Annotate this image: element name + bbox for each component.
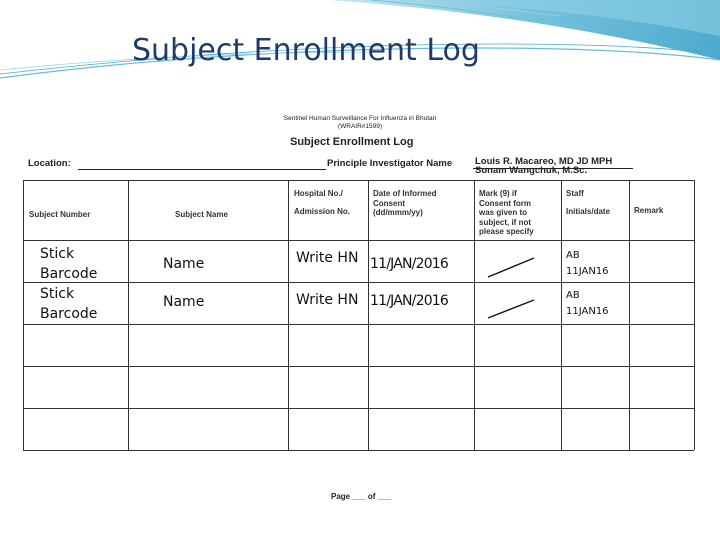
row-1-barcode: Stick Barcode [40,246,98,282]
pi-name-1: Louis R. Macareo, MD JD MPH [475,156,613,167]
col-header-hospital-no: Hospital No./ [294,189,343,198]
col-header-remark: Remark [634,206,664,215]
slide-title: Subject Enrollment Log [132,33,480,68]
table-line [23,180,694,181]
table-line [23,240,694,241]
document-title: Subject Enrollment Log [290,136,414,148]
row-1-hospital-no: Write HN [296,250,359,266]
table-line [23,408,694,409]
row-2-consent-date: 11/JAN/2016 [370,293,449,309]
row-1-consent-mark [488,258,534,277]
row-2-hospital-no: Write HN [296,292,359,308]
col-header-mark-consent: Mark (9) if Consent form was given to subject, if not please specify [479,189,534,236]
location-label: Location: [28,158,71,169]
table-line [694,180,695,450]
table-line [629,180,630,450]
row-1-consent-date: 11/JAN/2016 [370,256,449,272]
location-field-line [78,169,326,170]
document-header-line2: (WRAIR#1599) [337,123,383,130]
row-1-staff: AB 11JAN16 [566,250,609,277]
document-header-line1: Sentinel Human Surveillance For Influenza in Bhutan [283,115,437,122]
row-2-name: Name [163,294,205,310]
pi-label: Principle Investigator Name [327,158,453,169]
row-2-consent-mark [488,300,534,318]
col-header-admission-no: Admission No. [294,207,351,216]
page-number-label: Page ___ of ___ [331,492,392,501]
row-2-staff: AB 11JAN16 [566,290,609,317]
col-header-date-consent: Date of Informed Consent (dd/mmm/yy) [373,189,437,217]
table-line [23,282,694,283]
table-line [368,180,369,450]
table-line [23,324,694,325]
table-line [23,366,694,367]
row-1-name: Name [163,256,205,272]
col-header-staff: Staff Initials/date [566,189,611,216]
table-line [128,180,129,450]
col-header-subject-name: Subject Name [175,210,228,219]
table-line [288,180,289,450]
row-2-barcode: Stick Barcode [40,286,98,322]
table-line [23,450,694,451]
table-line [23,180,24,450]
col-header-subject-number: Subject Number [29,210,91,219]
consent-marks [474,240,562,324]
pi-name-2: Sonam Wangchuk, M.Sc. [475,165,588,176]
